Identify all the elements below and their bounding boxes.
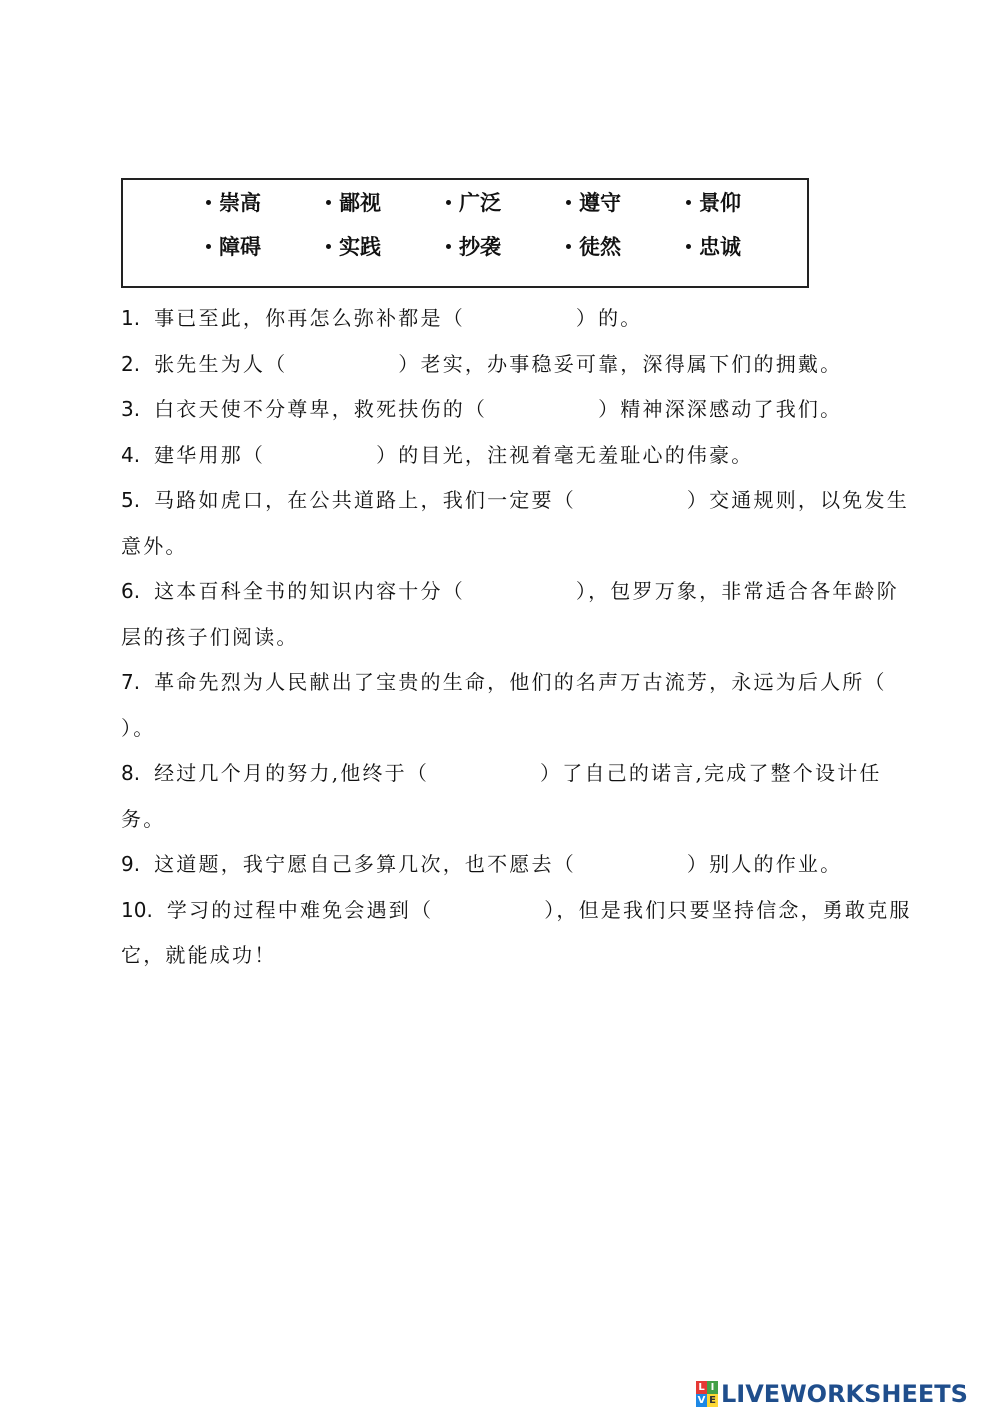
logo-mark-icon: L I V E xyxy=(696,1381,718,1407)
bullet-icon xyxy=(446,244,451,249)
word-bank-item: 广泛 xyxy=(446,188,566,218)
question-item: 10. 学习的过程中难免会遇到（ ），但是我们只要坚持信念，勇敢克服它，就能成功！ xyxy=(121,897,912,967)
question-text: 这道题，我宁愿自己多算几次，也不愿去（ ）别人的作业。 xyxy=(154,852,843,876)
logo-text: LIVEWORKSHEETS xyxy=(721,1380,968,1408)
question-item: 7. 革命先烈为人民献出了宝贵的生命，他们的名声万古流芳，永远为后人所（ ）。 xyxy=(121,670,998,740)
word-bank-row-1 xyxy=(206,188,806,218)
question-item: 6. 这本百科全书的知识内容十分（ ），包罗万象，非常适合各年龄阶层的孩子们阅读。 xyxy=(121,579,899,649)
word-bank-item: 遵守 xyxy=(566,188,686,218)
word-bank-item: 崇高 xyxy=(206,188,326,218)
question-text: 马路如虎口，在公共道路上，我们一定要（ ）交通规则，以免发生意外。 xyxy=(121,488,909,558)
word-bank-item: 忠诚 xyxy=(686,232,806,262)
question-text: 建华用那（ ）的目光，注视着毫无羞耻心的伟豪。 xyxy=(154,442,754,467)
question-list xyxy=(121,296,998,979)
bullet-icon xyxy=(206,244,211,249)
bullet-icon xyxy=(446,200,451,205)
word-bank-item: 实践 xyxy=(326,232,446,262)
question-text: 这本百科全书的知识内容十分（ ），包罗万象，非常适合各年龄阶层的孩子们阅读。 xyxy=(121,579,899,649)
word-bank-row-2 xyxy=(206,232,806,262)
question-item: 9. 这道题，我宁愿自己多算几次，也不愿去（ ）别人的作业。 xyxy=(121,852,843,876)
question-item: 4. 建华用那（ ）的目光，注视着毫无羞耻心的伟豪。 xyxy=(121,442,754,467)
word-bank-item: 障碍 xyxy=(206,232,326,262)
question-item: 1. 事已至此，你再怎么弥补都是（ ）的。 xyxy=(121,306,643,330)
question-text: 张先生为人（ ）老实，办事稳妥可靠，深得属下们的拥戴。 xyxy=(154,351,843,376)
word-bank-box xyxy=(121,178,809,288)
bullet-icon xyxy=(686,244,691,249)
word-bank-item: 抄袭 xyxy=(446,232,566,262)
question-item: 3. 白衣天使不分尊卑，救死扶伤的（ ）精神深深感动了我们。 xyxy=(121,397,843,421)
question-text: 学习的过程中难免会遇到（ ），但是我们只要坚持信念，勇敢克服它，就能成功！ xyxy=(121,897,912,967)
question-item: 8. 经过几个月的努力,他终于（ ）了自己的诺言,完成了整个设计任务。 xyxy=(121,761,882,831)
bullet-icon xyxy=(326,200,331,205)
question-item: 5. 马路如虎口，在公共道路上，我们一定要（ ）交通规则，以免发生意外。 xyxy=(121,488,909,558)
question-text: 事已至此，你再怎么弥补都是（ ）的。 xyxy=(154,306,643,330)
bullet-icon xyxy=(326,244,331,249)
word-bank-item: 徒然 xyxy=(566,232,686,262)
bullet-icon xyxy=(686,200,691,205)
word-bank-item: 鄙视 xyxy=(326,188,446,218)
liveworksheets-logo xyxy=(696,1378,968,1410)
bullet-icon xyxy=(566,200,571,205)
question-text: 白衣天使不分尊卑，救死扶伤的（ ）精神深深感动了我们。 xyxy=(154,397,843,421)
bullet-icon xyxy=(206,200,211,205)
word-bank-item: 景仰 xyxy=(686,188,806,218)
bullet-icon xyxy=(566,244,571,249)
question-text: 经过几个月的努力,他终于（ ）了自己的诺言,完成了整个设计任务。 xyxy=(121,761,882,831)
question-text: 革命先烈为人民献出了宝贵的生命，他们的名声万古流芳，永远为后人所（ ）。 xyxy=(121,670,998,740)
question-item: 2. 张先生为人（ ）老实，办事稳妥可靠，深得属下们的拥戴。 xyxy=(121,351,843,376)
